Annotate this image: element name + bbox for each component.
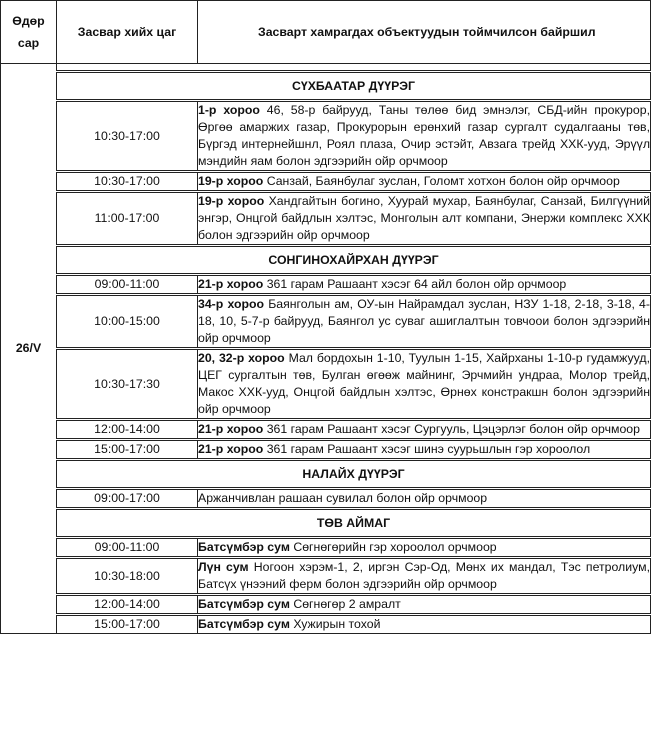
schedule-row [1,489,651,509]
location-text: Ногоон хэрэм-1, 2, иргэн Сэр-Од, Мөнх их мандал, Тэс петролиум, Батсүх үнээний ферм болон эдгээрийн ойр орчмоор [198,560,650,591]
location-area: Батсүмбэр сум [198,597,290,611]
district-name: НАЛАЙХ ДҮҮРЭГ [57,460,651,489]
district-name: СҮХБААТАР ДҮҮРЭГ [57,72,651,101]
location-cell [198,489,651,509]
time-cell: 15:00-17:00 [57,440,198,460]
district-header-row [1,460,651,489]
location-area: 19-р хороо [198,174,264,188]
location-area: 1-р хороо [198,103,260,117]
location-cell [198,440,651,460]
time-cell: 10:30-17:00 [57,101,198,172]
location-area: Лүн сум [198,560,249,574]
location-area: 20, 32-р хороо [198,351,285,365]
time-cell: 09:00-17:00 [57,489,198,509]
location-area: 21-р хороо [198,277,264,291]
schedule-row [1,275,651,295]
district-header-row [1,246,651,275]
location-text: 361 гарам Рашаант хэсэг шинэ суурьшлын гэр хороолол [263,442,591,456]
time-cell: 09:00-11:00 [57,538,198,558]
location-cell [198,275,651,295]
schedule-row [1,349,651,420]
location-text: Хужирын тохой [289,617,381,631]
time-cell: 10:00-15:00 [57,295,198,349]
location-cell [198,295,651,349]
location-area: Батсүмбэр сум [198,617,290,631]
location-cell [198,558,651,595]
header-date-line1: Өдөр [12,14,45,28]
schedule-row [1,440,651,460]
location-text: Хандгайтын богино, Хуурай мухар, Баянбулаг, Санзай, Билгүүний энгэр, Онцгой байдлын хэлтэс, Монголын алт компани, Энержи комплекс ХХК болон эдгээрийн ойр орчмоор [198,194,650,242]
location-cell [198,538,651,558]
location-area: 34-р хороо [198,297,265,311]
location-area: 19-р хороо [198,194,265,208]
location-text: 46, 58-р байрууд, Таны төлөө бид эмнэлэг, СБД-ийн прокурор, Өргөө амаржих газар, Прокурорын ерөнхий газар сургалт судалгааны төв, Бүргэд интернейшнл, Роял плаза, Очир эстэйт, Авзага трейд ХХК-ууд, Эрүүл мэндийн яам болон эдгээрийн ойр орчмоор [198,103,650,168]
location-text: 361 гарам Рашаант хэсэг Сургууль, Цэцэрлэг болон ойр орчмоор [263,422,640,436]
location-area: 21-р хороо [198,442,264,456]
spacer-row [1,64,651,72]
time-cell: 12:00-14:00 [57,595,198,615]
header-row [1,1,651,64]
location-text: Санзай, Баянбулаг зуслан, Голомт хотхон болон ойр орчмоор [263,174,620,188]
schedule-body [1,64,651,634]
location-area: Батсүмбэр сум [198,540,290,554]
schedule-row [1,558,651,595]
location-cell [198,192,651,246]
schedule-row [1,192,651,246]
district-header-row [1,509,651,538]
date-cell: 26/V [1,64,57,634]
location-cell [198,420,651,440]
location-cell [198,615,651,634]
time-cell: 11:00-17:00 [57,192,198,246]
location-cell [198,101,651,172]
district-header-row [1,72,651,101]
header-time: Засвар хийх цаг [57,1,198,64]
schedule-row [1,172,651,192]
location-area: 21-р хороо [198,422,264,436]
district-name: ТӨВ АЙМАГ [57,509,651,538]
header-date-line2: сар [17,36,40,50]
time-cell: 10:30-17:30 [57,349,198,420]
location-text: Аржанчивлан рашаан сувилал болон ойр орчмоор [198,491,488,505]
location-text: Сөгнөгөр 2 амралт [289,597,401,611]
schedule-row [1,101,651,172]
location-text: Сөгнөгөрийн гэр хороолол орчмоор [289,540,497,554]
schedule-row [1,538,651,558]
schedule-row [1,595,651,615]
time-cell: 10:30-17:00 [57,172,198,192]
location-text: Баянголын ам, ОУ-ын Найрамдал зуслан, НЗУ 1-18, 2-18, 3-18, 4-18, 10, 5-7-р байрууд, Баянгол ус суваг ашиглалтын товчоои болон эдгээрийн ойр орчмоор [198,297,650,345]
location-text: Мал бордохын 1-10, Туулын 1-15, Хайрханы 1-10-р гудамжууд, ЦЕГ сургалтын төв, Булган өгөөж майнинг, Эрчмийн ундраа, Молор трейд, Макос ХХК-ууд, Онцгой байдлын хэлтэс, Өрнөх констракшн болон эдгээрийн ойр орчмоор [198,351,651,416]
header-date [1,1,57,64]
header-location: Засварт хамрагдах объектуудын тоймчилсон байршил [198,1,651,64]
district-name: СОНГИНОХАЙРХАН ДҮҮРЭГ [57,246,651,275]
time-cell: 10:30-18:00 [57,558,198,595]
schedule-row [1,295,651,349]
spacer-cell [57,64,651,72]
time-cell: 12:00-14:00 [57,420,198,440]
location-cell [198,595,651,615]
location-cell [198,349,651,420]
time-cell: 09:00-11:00 [57,275,198,295]
time-cell: 15:00-17:00 [57,615,198,634]
schedule-row [1,420,651,440]
schedule-row [1,615,651,634]
location-text: 361 гарам Рашаант хэсэг 64 айл болон ойр орчмоор [263,277,567,291]
location-cell [198,172,651,192]
